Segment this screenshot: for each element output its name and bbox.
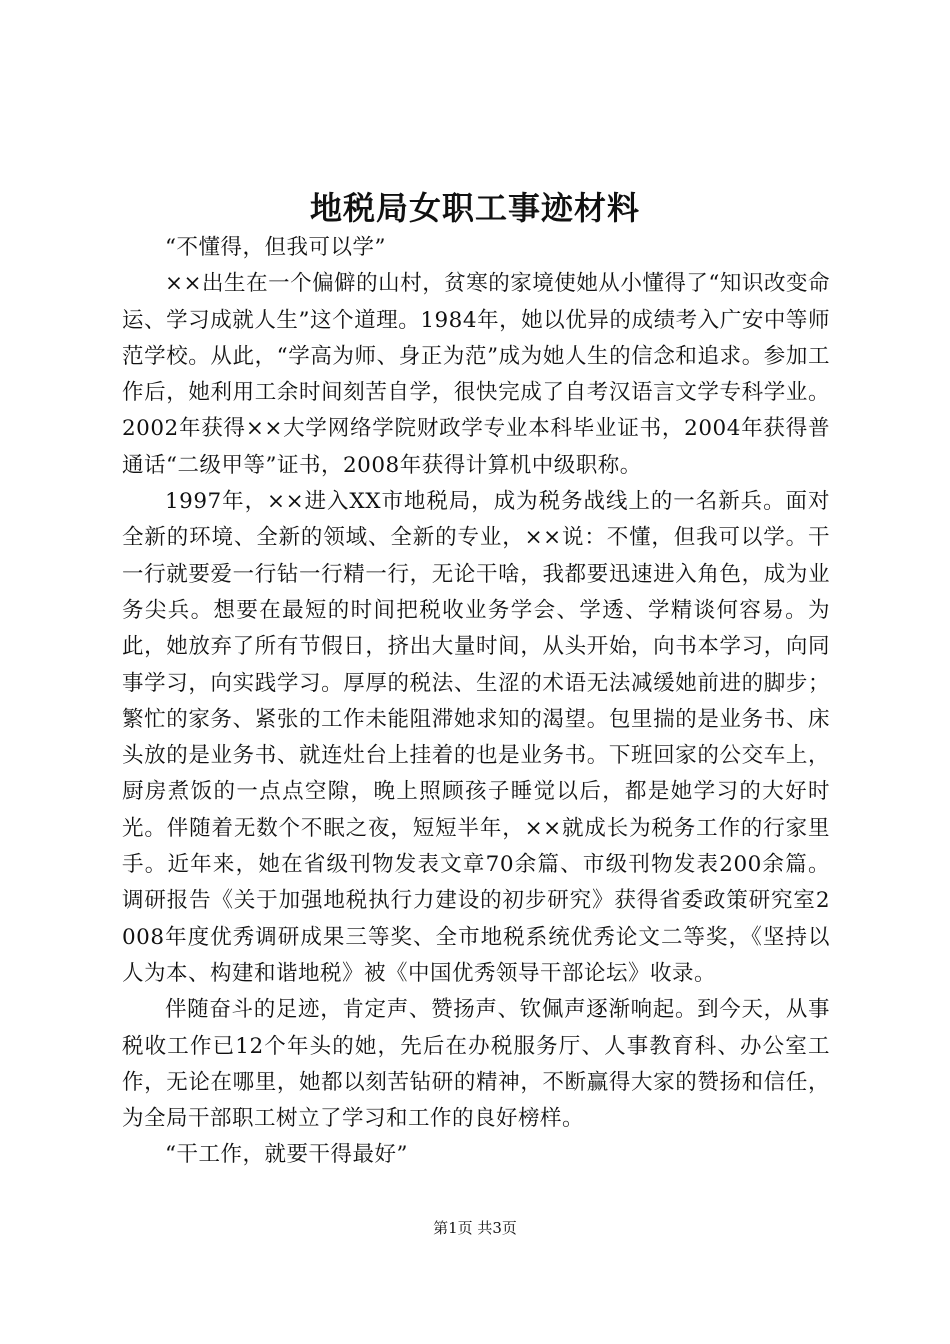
page-footer: 第1页 共3页	[433, 1219, 517, 1237]
section-heading-work: “干工作，就要干得最好”	[165, 1142, 408, 1168]
document-body	[122, 230, 830, 1174]
paragraph-career: 1997年，××进入XX市地税局，成为税务战线上的一名新兵。面对全新的环境、全新的领域、全新的专业，××说：不懂，但我可以学。干一行就要爱一行钻一行精一行，无论干啥，我都要迅速进入角色，成为业务尖兵。想要在最短的时间把税收业务学会、学透、学精谈何容易。为此，她放弃了所有节假日，挤出大量时间，从头开始，向书本学习，向同事学习，向实践学习。厚厚的税法、生涩的术语无法减缓她前进的脚步；繁忙的家务、紧张的工作未能阻滞她求知的渴望。包里揣的是业务书、床头放的是业务书、就连灶台上挂着的也是业务书。下班回家的公交车上，厨房煮饭的一点点空隙，晚上照顾孩子睡觉以后，都是她学习的大好时光。伴随着无数个不眠之夜，短短半年，××就成长为税务工作的行家里手。近年来，她在省级刊物发表文章70余篇、市级刊物发表200余篇。调研报告《关于加强地税执行力建设的初步研究》获得省委政策研究室2008年度优秀调研成果三等奖、全市地税系统优秀论文二等奖，《坚持以人为本、构建和谐地税》被《中国优秀领导干部论坛》收录。	[122, 489, 830, 986]
paragraph-education: ××出生在一个偏僻的山村，贫寒的家境使她从小懂得了“知识改变命运、学习成就人生”这个道理。1984年，她以优异的成绩考入广安中等师范学校。从此，“学高为师、身正为范”成为她人生的信念和追求。参加工作后，她利用工余时间刻苦自学，很快完成了自考汉语言文学专科学业。2002年获得××大学网络学院财政学专业本科毕业证书，2004年获得普通话“二级甲等”证书，2008年获得计算机中级职称。	[122, 271, 830, 478]
section-heading-learn: “不懂得，但我可以学”	[165, 235, 386, 260]
paragraph-recognition: 伴随奋斗的足迹，肯定声、赞扬声、钦佩声逐渐响起。到今天，从事税收工作已12个年头的她，先后在办税服务厅、人事教育科、办公室工作，无论在哪里，她都以刻苦钻研的精神，不断赢得大家的赞扬和信任，为全局干部职工树立了学习和工作的良好榜样。	[122, 997, 830, 1132]
document-title: 地税局女职工事迹材料	[309, 189, 640, 227]
